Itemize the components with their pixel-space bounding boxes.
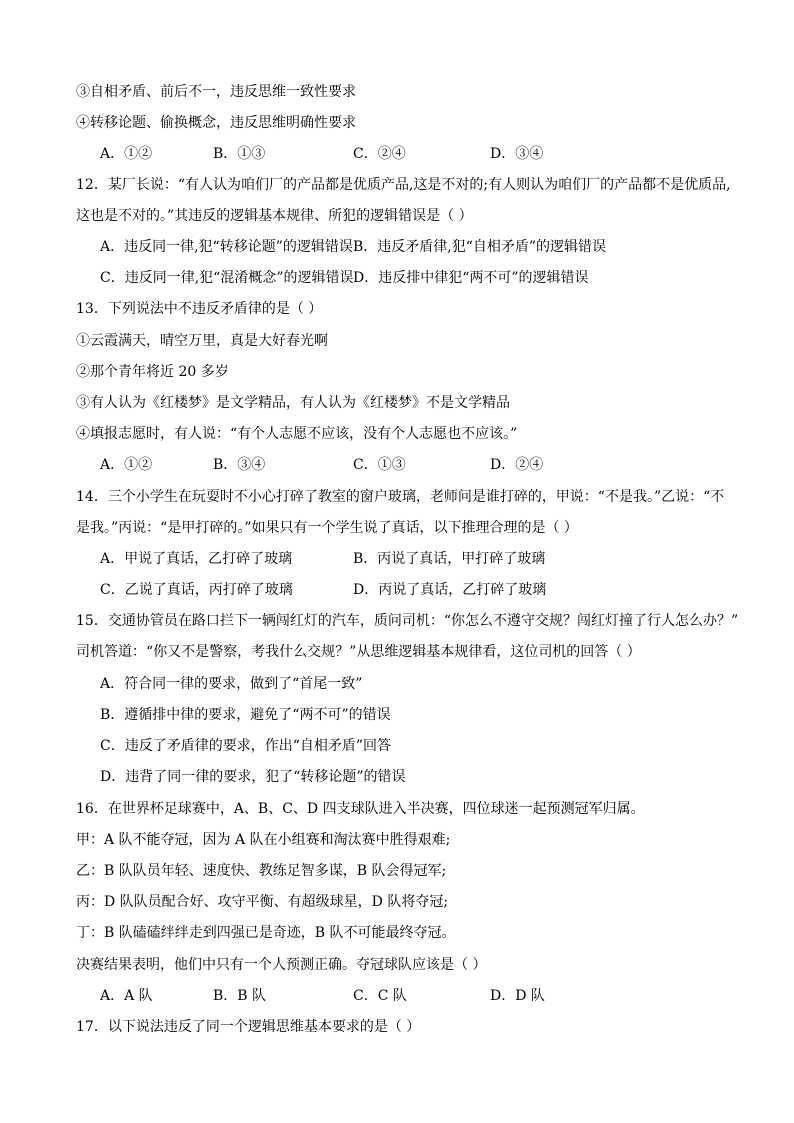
text-line: ②那个青年将近 20 多岁: [76, 364, 229, 380]
text-line: 决赛结果表明，他们中只有一个人预测正确。夺冠球队应该是（ ）: [76, 957, 487, 973]
option-row: [100, 985, 780, 1007]
text-line: 12．某厂长说：“有人认为咱们厂的产品都是优质产品,这是不对的;有人则认为咱们厂的产品都不是优质品,: [76, 177, 731, 193]
text-line: ④填报志愿时，有人说：“有个人志愿不应该，没有个人志愿也不应该。”: [76, 426, 518, 442]
answer-option: C．①③: [353, 457, 406, 473]
text-line: ③有人认为《红楼梦》是文学精品，有人认为《红楼梦》不是文学精品: [76, 395, 510, 411]
answer-option: D．D 队: [490, 988, 545, 1004]
answer-option: D．③④: [490, 146, 544, 162]
answer-option-line: B．遵循排中律的要求，避免了“两不可”的错误: [100, 707, 391, 723]
text-line: ①云霞满天，晴空万里，真是大好春光啊: [76, 333, 328, 349]
answer-option: B．丙说了真话，甲打碎了玻璃: [353, 551, 546, 567]
answer-option: B．B 队: [213, 988, 267, 1004]
text-line: 甲：A 队不能夺冠，因为 A 队在小组赛和淘汰赛中胜得艰难;: [76, 832, 451, 848]
answer-option: C．C 队: [353, 988, 407, 1004]
answer-option: A．甲说了真话，乙打碎了玻璃: [100, 551, 293, 567]
option-row: [100, 579, 780, 601]
text-line: 15．交通协管员在路口拦下一辆闯红灯的汽车，质问司机：“你怎么不遵守交规？闯红灯撞了行人怎么办？”: [76, 613, 739, 629]
option-row: [100, 236, 780, 258]
text-line: ③自相矛盾、前后不一，违反思维一致性要求: [76, 84, 356, 100]
text-line: 丁：B 队磕磕绊绊走到四强已是奇迹，B 队不可能最终夺冠。: [76, 925, 456, 941]
option-row: [100, 454, 780, 476]
answer-option-line: A．符合同一律的要求，做到了“首尾一致”: [100, 676, 363, 692]
text-line: 是我。”丙说：“是甲打碎的。”如果只有一个学生说了真话，以下推理合理的是（ ）: [76, 520, 578, 536]
text-line: 16．在世界杯足球赛中，A、B、C、D 四支球队进入半决赛，四位球迷一起预测冠军归属。: [76, 801, 645, 817]
answer-option: B．违反矛盾律,犯“自相矛盾”的逻辑错误: [353, 239, 607, 255]
answer-option: D．违反排中律犯“两不可”的逻辑错误: [353, 270, 589, 286]
answer-option: D．②④: [490, 457, 544, 473]
text-line: 司机答道：“你又不是警察，考我什么交规？”从思维逻辑基本规律看，这位司机的回答（ ）: [76, 644, 641, 660]
answer-option: A．①②: [100, 146, 153, 162]
answer-option: B．③④: [213, 457, 266, 473]
option-row: [100, 267, 780, 289]
answer-option: A．①②: [100, 457, 153, 473]
text-line: 这也是不对的。”其违反的逻辑基本规律、所犯的逻辑错误是（ ）: [76, 208, 473, 224]
text-line: 乙：B 队队员年轻、速度快、教练足智多谋，B 队会得冠军;: [76, 863, 447, 879]
text-line: ④转移论题、偷换概念，违反思维明确性要求: [76, 115, 356, 131]
text-line: 14．三个小学生在玩耍时不小心打碎了教室的窗户玻璃，老师问是谁打碎的，甲说：“不是我。”乙说：“不: [76, 489, 725, 505]
option-row: [100, 548, 780, 570]
text-line: 13．下列说法中不违反矛盾律的是（ ）: [76, 301, 323, 317]
answer-option: A．违反同一律,犯“转移论题”的逻辑错误: [100, 239, 353, 255]
answer-option: C．②④: [353, 146, 406, 162]
answer-option: A．A 队: [100, 988, 153, 1004]
answer-option-line: C．违反了矛盾律的要求，作出“自相矛盾”回答: [100, 738, 392, 754]
answer-option-line: D．违背了同一律的要求，犯了“转移论题”的错误: [100, 769, 406, 785]
answer-option: C．乙说了真话，丙打碎了玻璃: [100, 582, 293, 598]
text-line: 丙：D 队队员配合好、攻守平衡、有超级球星，D 队将夺冠;: [76, 894, 449, 910]
answer-option: D．丙说了真话，乙打碎了玻璃: [353, 582, 547, 598]
option-row: [100, 143, 780, 165]
text-line: 17．以下说法违反了同一个逻辑思维基本要求的是（ ）: [76, 1019, 421, 1035]
answer-option: C．违反同一律,犯“混淆概念”的逻辑错误: [100, 270, 354, 286]
answer-option: B．①③: [213, 146, 266, 162]
